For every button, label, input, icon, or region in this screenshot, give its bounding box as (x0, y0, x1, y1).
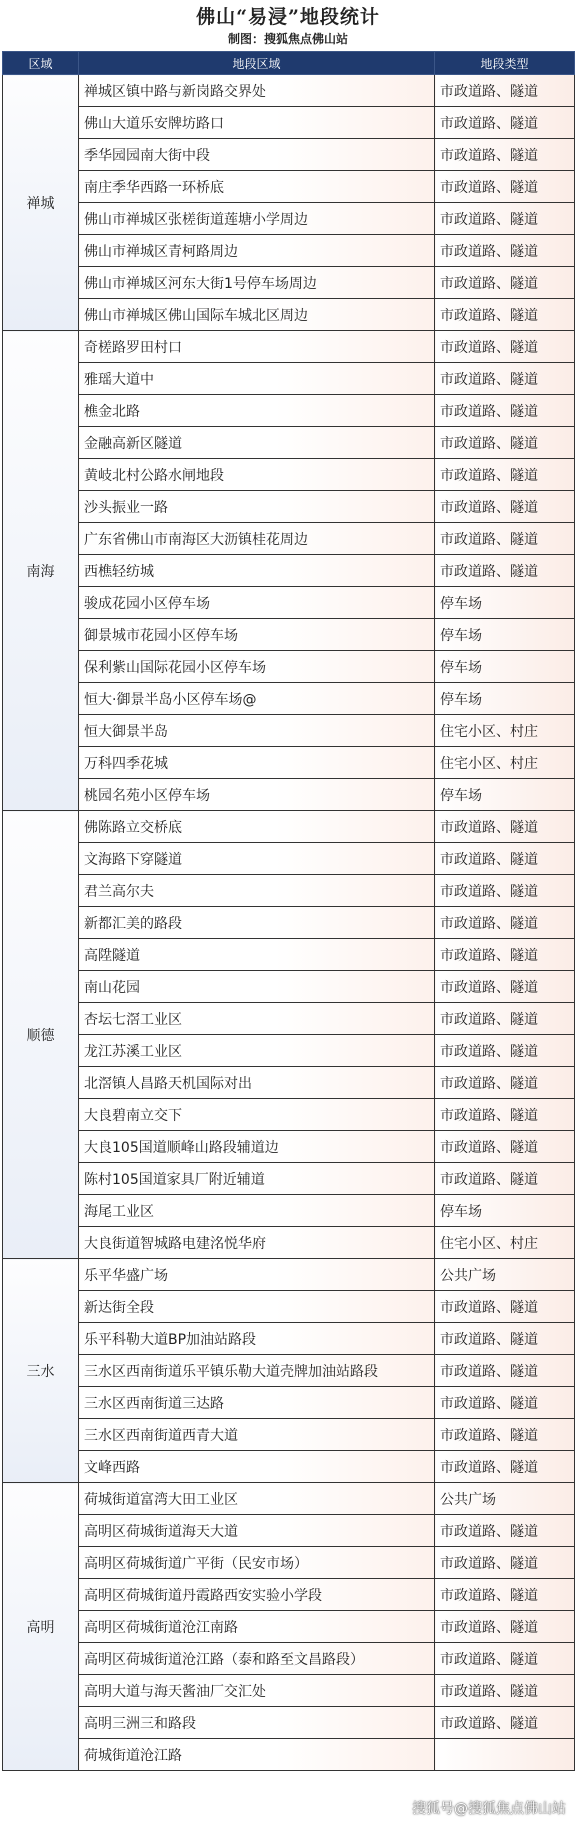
flood-location-table (2, 51, 575, 1771)
table-row (3, 459, 575, 491)
location-cell: 三水区西南街道乐平镇乐勒大道壳牌加油站路段 (79, 1355, 435, 1387)
table-row (3, 1611, 575, 1643)
location-cell: 大良105国道顺峰山路段辅道边 (79, 1131, 435, 1163)
table-row (3, 1515, 575, 1547)
table-row (3, 875, 575, 907)
type-cell: 市政道路、隧道 (435, 907, 575, 939)
type-cell: 停车场 (435, 779, 575, 811)
table-row (3, 651, 575, 683)
location-cell: 北滘镇人昌路天机国际对出 (79, 1067, 435, 1099)
type-cell: 市政道路、隧道 (435, 1163, 575, 1195)
type-cell: 市政道路、隧道 (435, 939, 575, 971)
type-cell: 市政道路、隧道 (435, 331, 575, 363)
table-row (3, 907, 575, 939)
location-cell: 佛山市禅城区张槎街道莲塘小学周边 (79, 203, 435, 235)
page-subtitle: 制图：搜狐焦点佛山站 (227, 32, 348, 46)
table-header-row (3, 52, 575, 75)
table-row (3, 1483, 575, 1515)
table-row (3, 1707, 575, 1739)
location-cell: 海尾工业区 (79, 1195, 435, 1227)
table-row (3, 299, 575, 331)
table-row (3, 1291, 575, 1323)
type-cell: 市政道路、隧道 (435, 811, 575, 843)
type-cell: 市政道路、隧道 (435, 1547, 575, 1579)
type-cell: 公共广场 (435, 1259, 575, 1291)
location-cell: 新达街全段 (79, 1291, 435, 1323)
table-row (3, 491, 575, 523)
table-row (3, 523, 575, 555)
district-cell: 顺德 (3, 811, 79, 1259)
location-cell: 恒大御景半岛 (79, 715, 435, 747)
district-cell: 高明 (3, 1483, 79, 1771)
table-row (3, 811, 575, 843)
type-cell: 停车场 (435, 1195, 575, 1227)
type-cell: 住宅小区、村庄 (435, 715, 575, 747)
table-row (3, 587, 575, 619)
watermark: 搜狐号@搜狐焦点佛山站 (412, 1801, 566, 1817)
table-row (3, 427, 575, 459)
type-cell: 市政道路、隧道 (435, 491, 575, 523)
location-cell: 佛山市禅城区青柯路周边 (79, 235, 435, 267)
type-cell: 市政道路、隧道 (435, 1099, 575, 1131)
district-cell: 禅城 (3, 75, 79, 331)
type-cell: 停车场 (435, 683, 575, 715)
table-row (3, 715, 575, 747)
type-cell: 停车场 (435, 619, 575, 651)
location-cell: 南庄季华西路一环桥底 (79, 171, 435, 203)
table-body (3, 75, 575, 1771)
location-cell: 保利紫山国际花园小区停车场 (79, 651, 435, 683)
type-cell: 市政道路、隧道 (435, 971, 575, 1003)
type-cell: 市政道路、隧道 (435, 1355, 575, 1387)
location-cell: 三水区西南街道三达路 (79, 1387, 435, 1419)
location-cell: 佛陈路立交桥底 (79, 811, 435, 843)
location-cell: 君兰高尔夫 (79, 875, 435, 907)
table-row (3, 683, 575, 715)
table-row (3, 1259, 575, 1291)
location-cell: 高明三洲三和路段 (79, 1707, 435, 1739)
location-cell: 桃园名苑小区停车场 (79, 779, 435, 811)
header-location: 地段区域 (79, 52, 435, 75)
table-row (3, 1419, 575, 1451)
type-cell: 市政道路、隧道 (435, 1387, 575, 1419)
type-cell: 市政道路、隧道 (435, 107, 575, 139)
type-cell: 停车场 (435, 587, 575, 619)
table-row (3, 1451, 575, 1483)
type-cell: 市政道路、隧道 (435, 1419, 575, 1451)
type-cell: 市政道路、隧道 (435, 427, 575, 459)
location-cell: 高明区荷城街道海天大道 (79, 1515, 435, 1547)
district-cell: 三水 (3, 1259, 79, 1483)
type-cell: 市政道路、隧道 (435, 1579, 575, 1611)
table-row (3, 75, 575, 107)
table-row (3, 1003, 575, 1035)
type-cell: 市政道路、隧道 (435, 1451, 575, 1483)
type-cell (435, 1739, 575, 1771)
type-cell: 市政道路、隧道 (435, 1291, 575, 1323)
type-cell: 市政道路、隧道 (435, 1515, 575, 1547)
table-row (3, 1675, 575, 1707)
location-cell: 杏坛七滘工业区 (79, 1003, 435, 1035)
location-cell: 陈村105国道家具厂附近辅道 (79, 1163, 435, 1195)
table-row (3, 203, 575, 235)
location-cell: 恒大·御景半岛小区停车场@ (79, 683, 435, 715)
location-cell: 高明区荷城街道丹霞路西安实验小学段 (79, 1579, 435, 1611)
location-cell: 乐平华盛广场 (79, 1259, 435, 1291)
location-cell: 高明区荷城街道沧江南路 (79, 1611, 435, 1643)
location-cell: 禅城区镇中路与新岗路交界处 (79, 75, 435, 107)
location-cell: 新都汇美的路段 (79, 907, 435, 939)
table-row (3, 235, 575, 267)
type-cell: 市政道路、隧道 (435, 75, 575, 107)
table-row (3, 1035, 575, 1067)
table-row (3, 1323, 575, 1355)
location-cell: 黄岐北村公路水闸地段 (79, 459, 435, 491)
type-cell: 市政道路、隧道 (435, 299, 575, 331)
table-row (3, 747, 575, 779)
type-cell: 市政道路、隧道 (435, 1323, 575, 1355)
location-cell: 乐平科勒大道BP加油站路段 (79, 1323, 435, 1355)
table-row (3, 971, 575, 1003)
location-cell: 荷城街道富湾大田工业区 (79, 1483, 435, 1515)
table-row (3, 619, 575, 651)
location-cell: 龙江苏溪工业区 (79, 1035, 435, 1067)
type-cell: 市政道路、隧道 (435, 459, 575, 491)
location-cell: 高明大道与海天酱油厂交汇处 (79, 1675, 435, 1707)
header-type: 地段类型 (435, 52, 575, 75)
type-cell: 市政道路、隧道 (435, 1675, 575, 1707)
location-cell: 雅瑶大道中 (79, 363, 435, 395)
location-cell: 大良街道智城路电建洺悦华府 (79, 1227, 435, 1259)
location-cell: 高明区荷城街道广平街（民安市场） (79, 1547, 435, 1579)
table-row (3, 555, 575, 587)
location-cell: 季华园园南大街中段 (79, 139, 435, 171)
type-cell: 住宅小区、村庄 (435, 1227, 575, 1259)
location-cell: 金融高新区隧道 (79, 427, 435, 459)
type-cell: 市政道路、隧道 (435, 1643, 575, 1675)
table-row (3, 107, 575, 139)
location-cell: 南山花园 (79, 971, 435, 1003)
type-cell: 市政道路、隧道 (435, 1707, 575, 1739)
type-cell: 市政道路、隧道 (435, 1131, 575, 1163)
type-cell: 市政道路、隧道 (435, 1003, 575, 1035)
location-cell: 佛山大道乐安牌坊路口 (79, 107, 435, 139)
table-row (3, 939, 575, 971)
type-cell: 市政道路、隧道 (435, 267, 575, 299)
type-cell: 公共广场 (435, 1483, 575, 1515)
location-cell: 文海路下穿隧道 (79, 843, 435, 875)
type-cell: 市政道路、隧道 (435, 363, 575, 395)
table-row (3, 779, 575, 811)
table-row (3, 1131, 575, 1163)
location-cell: 三水区西南街道西青大道 (79, 1419, 435, 1451)
type-cell: 市政道路、隧道 (435, 555, 575, 587)
page-title: 佛山“易浸”地段统计 (196, 6, 380, 28)
location-cell: 御景城市花园小区停车场 (79, 619, 435, 651)
table-row (3, 1355, 575, 1387)
table-row (3, 1579, 575, 1611)
type-cell: 市政道路、隧道 (435, 875, 575, 907)
location-cell: 万科四季花城 (79, 747, 435, 779)
location-cell: 大良碧南立交下 (79, 1099, 435, 1131)
location-cell: 高明区荷城街道沧江路（泰和路至文昌路段） (79, 1643, 435, 1675)
table-row (3, 267, 575, 299)
table-row (3, 1547, 575, 1579)
table-row (3, 171, 575, 203)
table-row (3, 1067, 575, 1099)
location-cell: 佛山市禅城区河东大街1号停车场周边 (79, 267, 435, 299)
type-cell: 市政道路、隧道 (435, 1035, 575, 1067)
table-row (3, 1643, 575, 1675)
type-cell: 市政道路、隧道 (435, 203, 575, 235)
type-cell: 市政道路、隧道 (435, 235, 575, 267)
type-cell: 市政道路、隧道 (435, 395, 575, 427)
table-row (3, 1739, 575, 1771)
location-cell: 荷城街道沧江路 (79, 1739, 435, 1771)
type-cell: 市政道路、隧道 (435, 139, 575, 171)
location-cell: 樵金北路 (79, 395, 435, 427)
type-cell: 市政道路、隧道 (435, 843, 575, 875)
type-cell: 停车场 (435, 651, 575, 683)
table-row (3, 331, 575, 363)
table-row (3, 843, 575, 875)
location-cell: 沙头振业一路 (79, 491, 435, 523)
location-cell: 奇槎路罗田村口 (79, 331, 435, 363)
district-cell: 南海 (3, 331, 79, 811)
type-cell: 住宅小区、村庄 (435, 747, 575, 779)
location-cell: 西樵轻纺城 (79, 555, 435, 587)
table-row (3, 363, 575, 395)
location-cell: 广东省佛山市南海区大沥镇桂花周边 (79, 523, 435, 555)
title-block (0, 0, 576, 51)
type-cell: 市政道路、隧道 (435, 171, 575, 203)
location-cell: 佛山市禅城区佛山国际车城北区周边 (79, 299, 435, 331)
table-row (3, 1099, 575, 1131)
location-cell: 骏成花园小区停车场 (79, 587, 435, 619)
table-row (3, 1195, 575, 1227)
type-cell: 市政道路、隧道 (435, 1611, 575, 1643)
table-row (3, 1387, 575, 1419)
location-cell: 文峰西路 (79, 1451, 435, 1483)
header-district: 区域 (3, 52, 79, 75)
table-row (3, 139, 575, 171)
type-cell: 市政道路、隧道 (435, 523, 575, 555)
table-row (3, 1227, 575, 1259)
table-row (3, 395, 575, 427)
location-cell: 高陞隧道 (79, 939, 435, 971)
type-cell: 市政道路、隧道 (435, 1067, 575, 1099)
table-row (3, 1163, 575, 1195)
